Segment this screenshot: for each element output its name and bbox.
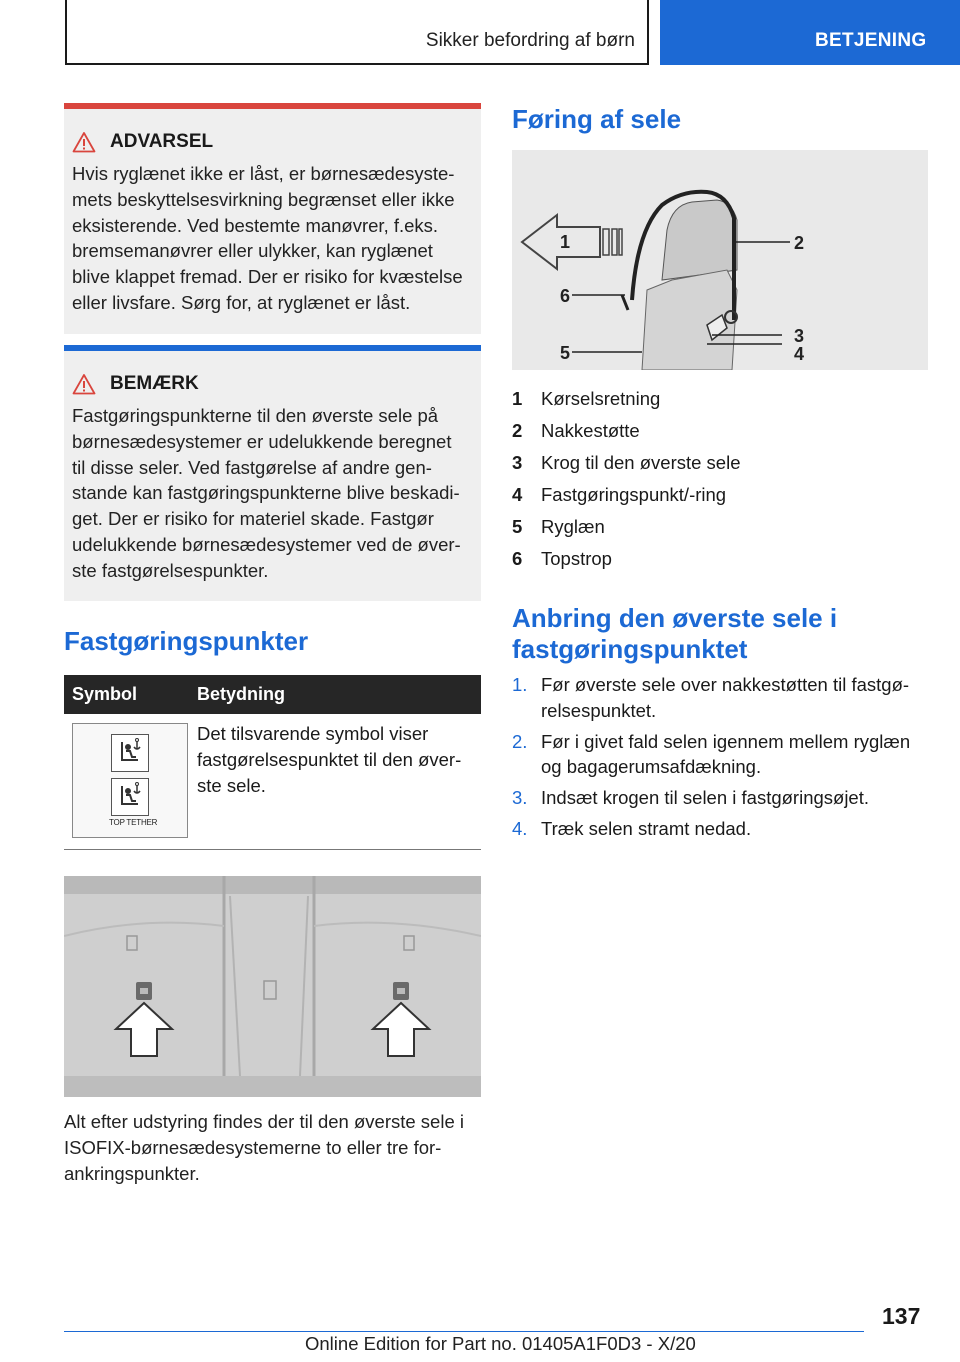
- meaning-cell: [197, 721, 477, 798]
- paragraph-line: Alt efter udstyring findes der til den øverste sele i: [64, 1111, 464, 1132]
- table-header-meaning: Betydning: [197, 684, 285, 704]
- step-line: Før i givet fald selen igennem mellem ryglæn: [541, 730, 911, 752]
- legend-text: Topstrop: [541, 548, 612, 569]
- legend-item: [512, 543, 740, 575]
- note-body: [72, 403, 478, 584]
- note-line: stande kan fastgøringspunkterne blive beskadi-: [72, 482, 460, 504]
- footer-edition: Online Edition for Part no. 01405A1F0D3 - X/20: [305, 1333, 696, 1354]
- chapter-title: Sikker befordring af børn: [425, 30, 635, 51]
- step-line: Før øverste sele over nakkestøtten til fastgø-: [541, 674, 910, 695]
- table-row: [64, 714, 481, 850]
- table-header-symbol: Symbol: [72, 684, 138, 704]
- belt-routing-diagram: [512, 150, 928, 370]
- symbol-cell: [72, 723, 188, 838]
- diagram-legend: [512, 383, 740, 575]
- warning-title: ADVARSEL: [110, 131, 214, 152]
- anchor-points-photo: [64, 876, 481, 1097]
- legend-text: Krog til den øverste sele: [541, 452, 741, 473]
- step-item: [512, 729, 928, 781]
- warning-line: eksisterende. Ved bestemte manøvrer, f.eks.: [72, 214, 439, 236]
- note-line: børnesædesystemer er udelukkende beregnet: [72, 430, 452, 452]
- warning-line: Hvis ryglænet ikke er låst, er børnesædesyste-: [72, 163, 455, 184]
- diagram-label-6: 6: [560, 286, 571, 306]
- warning-triangle-icon: [72, 131, 96, 153]
- meaning-line: ste sele.: [197, 774, 266, 796]
- warning-line: mets beskyttelsesvirkning begrænset eller ikke: [72, 188, 455, 210]
- note-line: get. Der er risiko for materiel skade. Fastgør: [72, 508, 434, 530]
- page-number: 137: [882, 1303, 921, 1329]
- table-header: [64, 675, 481, 714]
- anchor-paragraph: [64, 1109, 481, 1186]
- note-line: til disse seler. Ved fastgørelse af andre gen-: [72, 456, 432, 478]
- legend-text: Kørselsretning: [541, 388, 661, 409]
- header-section-tab[interactable]: [660, 0, 960, 65]
- note-bar: [64, 345, 481, 351]
- warning-title-row: [72, 131, 213, 153]
- legend-number: 2: [512, 420, 523, 441]
- diagram-label-2: 2: [794, 233, 805, 253]
- top-tether-icon: [111, 778, 149, 816]
- legend-text: Nakkestøtte: [541, 420, 640, 441]
- legend-item: [512, 415, 740, 447]
- warning-line: blive klappet fremad. Der er risiko for kvæstelse: [72, 266, 463, 288]
- warning-box: [64, 103, 481, 334]
- attach-heading: [512, 603, 837, 665]
- warning-line: bremsemanøvrer eller ulykker, kan ryglænet: [72, 240, 433, 262]
- note-box: [64, 345, 481, 601]
- footer-divider: [64, 1331, 864, 1332]
- note-line: udelukkende børnesædesystemer ved de øver-: [72, 533, 461, 555]
- legend-number: 3: [512, 452, 523, 473]
- legend-item: [512, 447, 740, 479]
- diagram-label-1: 1: [560, 232, 571, 252]
- diagram-label-3: 3: [794, 326, 805, 346]
- legend-number: 6: [512, 548, 523, 569]
- header-chapter-box: [65, 0, 649, 65]
- attach-heading-line: Anbring den øverste sele i: [512, 603, 838, 633]
- warning-bar: [64, 103, 481, 109]
- note-title: BEMÆRK: [110, 373, 199, 394]
- symbol-table: [64, 675, 481, 850]
- child-seat-anchor-icon: [111, 734, 149, 772]
- meaning-line: fastgørelsespunktet til den øver-: [197, 748, 462, 770]
- legend-item: [512, 511, 740, 543]
- diagram-label-5: 5: [560, 343, 571, 363]
- step-line: og bagagerumsafdækning.: [541, 756, 762, 778]
- legend-text: Fastgøringspunkt/-ring: [541, 484, 727, 505]
- attach-heading-line: fastgøringspunktet: [512, 634, 748, 664]
- step-line: relsespunktet.: [541, 699, 657, 721]
- step-number: 4.: [512, 817, 528, 839]
- legend-item: [512, 383, 740, 415]
- note-title-row: [72, 373, 199, 395]
- legend-number: 1: [512, 388, 523, 409]
- anchor-heading: Fastgøringspunkter: [64, 626, 309, 656]
- legend-text: Ryglæn: [541, 516, 605, 537]
- routing-heading: Føring af sele: [512, 104, 682, 134]
- step-number: 2.: [512, 730, 528, 752]
- note-line: Fastgøringspunkterne til den øverste sele på: [72, 405, 439, 426]
- note-line: ste fastgørelsespunkter.: [72, 559, 269, 581]
- step-item: [512, 785, 928, 811]
- paragraph-line: ISOFIX-børnesædesystemerne to eller tre for-: [64, 1136, 442, 1158]
- step-line: Træk selen stramt nedad.: [541, 817, 752, 839]
- warning-triangle-icon: [72, 373, 96, 395]
- step-item: [512, 816, 928, 842]
- section-title: BETJENING: [815, 30, 927, 51]
- legend-item: [512, 479, 740, 511]
- legend-number: 4: [512, 484, 523, 505]
- top-tether-label: TOP TETHER: [109, 818, 158, 827]
- step-item: [512, 672, 928, 724]
- meaning-line: Det tilsvarende symbol viser: [197, 723, 429, 744]
- step-number: 1.: [512, 674, 528, 695]
- step-line: Indsæt krogen til selen i fastgøringsøjet.: [541, 787, 870, 809]
- diagram-label-4: 4: [794, 344, 805, 364]
- warning-line: eller livsfare. Sørg for, at ryglænet er låst.: [72, 291, 411, 313]
- attach-steps: [512, 672, 928, 847]
- warning-body: [72, 161, 478, 316]
- step-number: 3.: [512, 787, 528, 809]
- paragraph-line: ankringspunkter.: [64, 1162, 200, 1184]
- legend-number: 5: [512, 516, 523, 537]
